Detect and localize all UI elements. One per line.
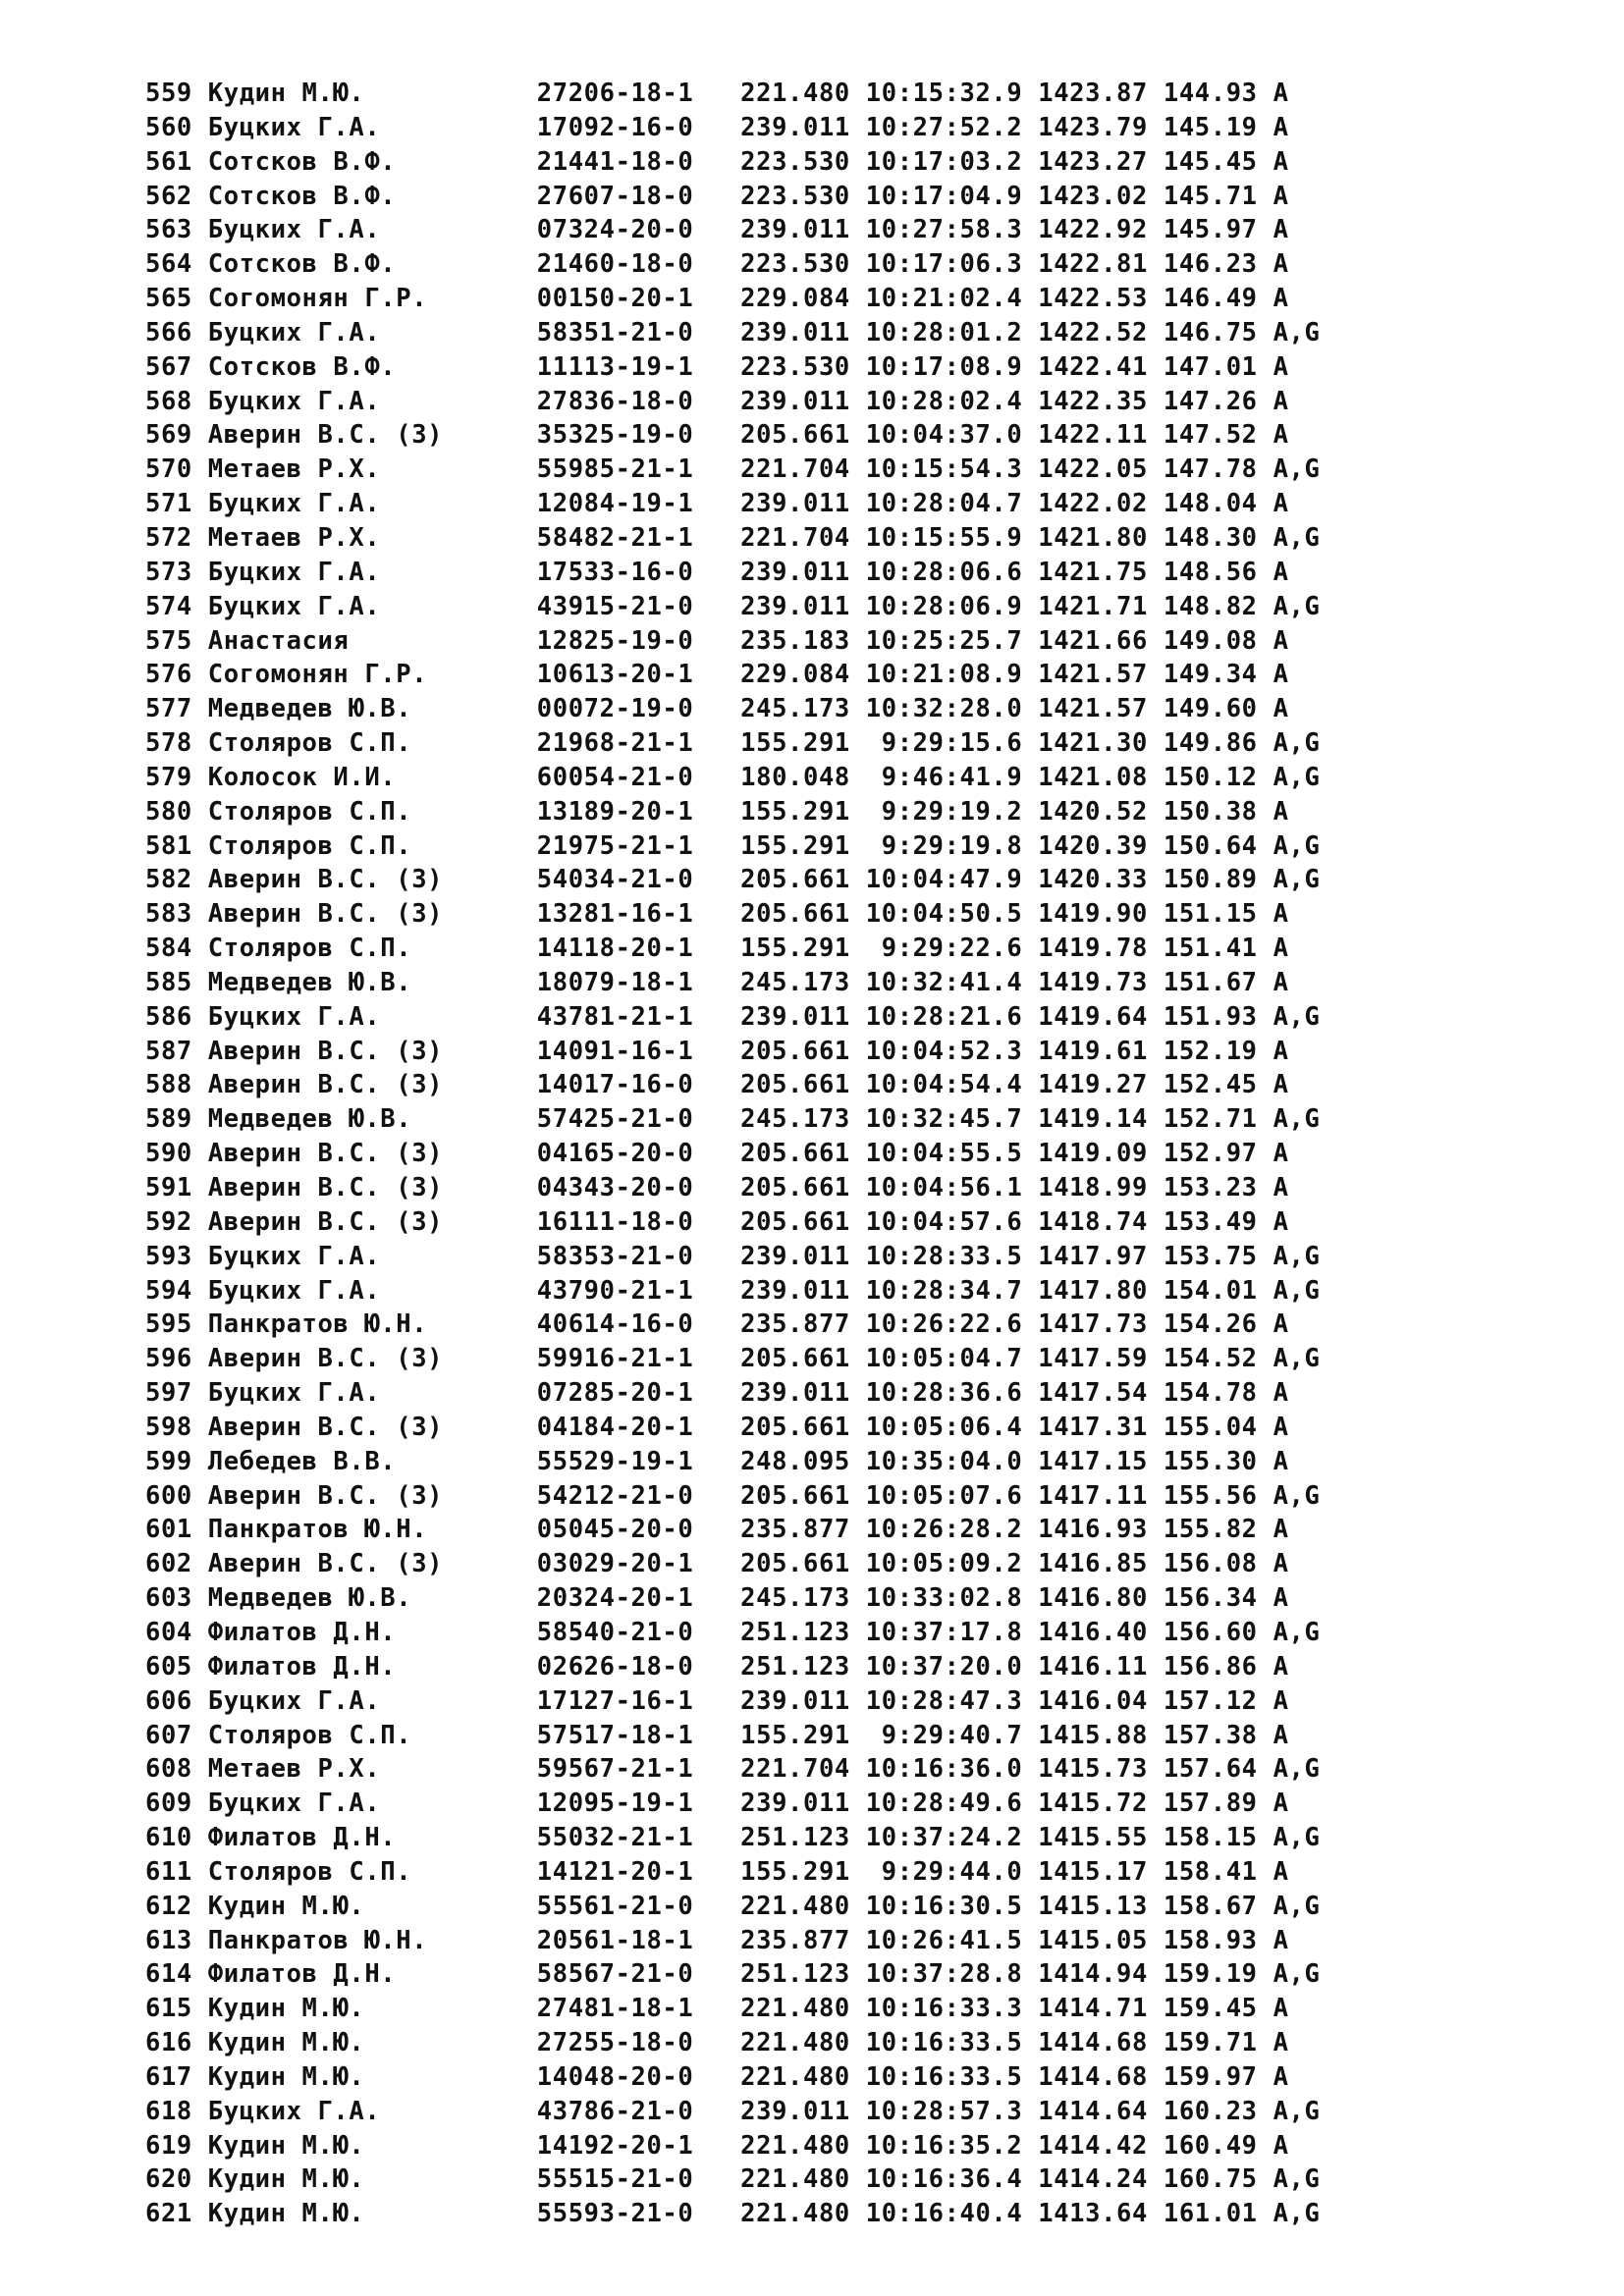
result-row: 598 Аверин В.С. (З) 04184-20-1 205.661 10:05:06.4 1417.31 155.04 A <box>145 1412 1289 1442</box>
result-row: 572 Метаев Р.Х. 58482-21-1 221.704 10:15:55.9 1421.80 148.30 A,G <box>145 522 1321 553</box>
result-row: 617 Кудин М.Ю. 14048-20-0 221.480 10:16:33.5 1414.68 159.97 A <box>145 2061 1289 2092</box>
result-row: 575 Анастасия 12825-19-0 235.183 10:25:25.7 1421.66 149.08 A <box>145 625 1289 656</box>
result-row: 614 Филатов Д.Н. 58567-21-0 251.123 10:37:28.8 1414.94 159.19 A,G <box>145 1959 1321 1990</box>
result-row: 613 Панкратов Ю.Н. 20561-18-1 235.877 10:26:41.5 1415.05 158.93 A <box>145 1925 1289 1955</box>
result-row: 603 Медведев Ю.В. 20324-20-1 245.173 10:33:02.8 1416.80 156.34 A <box>145 1583 1289 1614</box>
result-row: 563 Буцких Г.А. 07324-20-0 239.011 10:27:58.3 1422.92 145.97 A <box>145 215 1289 245</box>
result-row: 589 Медведев Ю.В. 57425-21-0 245.173 10:32:45.7 1419.14 152.71 A,G <box>145 1104 1321 1135</box>
result-row: 569 Аверин В.С. (З) 35325-19-0 205.661 10:04:37.0 1422.11 147.52 A <box>145 420 1289 451</box>
result-row: 577 Медведев Ю.В. 00072-19-0 245.173 10:32:28.0 1421.57 149.60 A <box>145 694 1289 724</box>
result-row: 559 Кудин М.Ю. 27206-18-1 221.480 10:15:32.9 1423.87 144.93 A <box>145 79 1289 108</box>
result-row: 608 Метаев Р.Х. 59567-21-1 221.704 10:16:36.0 1415.73 157.64 A,G <box>145 1754 1321 1785</box>
result-row: 601 Панкратов Ю.Н. 05045-20-0 235.877 10:26:28.2 1416.93 155.82 A <box>145 1515 1289 1545</box>
result-row: 584 Столяров С.П. 14118-20-1 155.291 9:29:22.6 1419.78 151.41 A <box>145 934 1289 964</box>
result-row: 619 Кудин М.Ю. 14192-20-1 221.480 10:16:35.2 1414.42 160.49 A <box>145 2130 1289 2161</box>
result-row: 583 Аверин В.С. (З) 13281-16-1 205.661 10:04:50.5 1419.90 151.15 A <box>145 899 1289 930</box>
result-row: 570 Метаев Р.Х. 55985-21-1 221.704 10:15:54.3 1422.05 147.78 A,G <box>145 454 1321 485</box>
result-row: 561 Сотсков В.Ф. 21441-18-0 223.530 10:17:03.2 1423.27 145.45 A <box>145 146 1289 177</box>
result-row: 579 Колосок И.И. 60054-21-0 180.048 9:46:41.9 1421.08 150.12 A,G <box>145 762 1321 792</box>
result-row: 591 Аверин В.С. (З) 04343-20-0 205.661 10:04:56.1 1418.99 153.23 A <box>145 1173 1289 1202</box>
result-row: 582 Аверин В.С. (З) 54034-21-0 205.661 10:04:47.9 1420.33 150.89 A,G <box>145 865 1321 895</box>
result-row: 585 Медведев Ю.В. 18079-18-1 245.173 10:32:41.4 1419.73 151.67 A <box>145 967 1289 997</box>
result-row: 580 Столяров С.П. 13189-20-1 155.291 9:29:19.2 1420.52 150.38 A <box>145 796 1289 827</box>
results-list <box>145 77 1320 2231</box>
result-row: 604 Филатов Д.Н. 58540-21-0 251.123 10:37:17.8 1416.40 156.60 A,G <box>145 1617 1321 1647</box>
result-row: 564 Сотсков В.Ф. 21460-18-0 223.530 10:17:06.3 1422.81 146.23 A <box>145 249 1289 280</box>
result-row: 562 Сотсков В.Ф. 27607-18-0 223.530 10:17:04.9 1423.02 145.71 A <box>145 181 1289 211</box>
result-row: 618 Буцких Г.А. 43786-21-0 239.011 10:28:57.3 1414.64 160.23 A,G <box>145 2096 1321 2126</box>
result-row: 571 Буцких Г.А. 12084-19-1 239.011 10:28:04.7 1422.02 148.04 A <box>145 489 1289 519</box>
result-row: 565 Согомонян Г.Р. 00150-20-1 229.084 10:21:02.4 1422.53 146.49 A <box>145 284 1289 314</box>
result-row: 616 Кудин М.Ю. 27255-18-0 221.480 10:16:33.5 1414.68 159.71 A <box>145 2028 1289 2058</box>
result-row: 607 Столяров С.П. 57517-18-1 155.291 9:29:40.7 1415.88 157.38 A <box>145 1720 1289 1750</box>
result-row: 573 Буцких Г.А. 17533-16-0 239.011 10:28:06.6 1421.75 148.56 A <box>145 557 1289 587</box>
result-row: 621 Кудин М.Ю. 55593-21-0 221.480 10:16:40.4 1413.64 161.01 A,G <box>145 2199 1321 2229</box>
result-row: 594 Буцких Г.А. 43790-21-1 239.011 10:28:34.7 1417.80 154.01 A,G <box>145 1275 1321 1306</box>
result-row: 596 Аверин В.С. (З) 59916-21-1 205.661 10:05:04.7 1417.59 154.52 A,G <box>145 1344 1321 1374</box>
result-row: 605 Филатов Д.Н. 02626-18-0 251.123 10:37:20.0 1416.11 156.86 A <box>145 1651 1289 1682</box>
result-row: 611 Столяров С.П. 14121-20-1 155.291 9:29:44.0 1415.17 158.41 A <box>145 1856 1289 1887</box>
result-row: 592 Аверин В.С. (З) 16111-18-0 205.661 10:04:57.6 1418.74 153.49 A <box>145 1206 1289 1237</box>
result-row: 606 Буцких Г.А. 17127-16-1 239.011 10:28:47.3 1416.04 157.12 A <box>145 1685 1289 1716</box>
result-row: 610 Филатов Д.Н. 55032-21-1 251.123 10:37:24.2 1415.55 158.15 A,G <box>145 1823 1321 1853</box>
result-row: 576 Согомонян Г.Р. 10613-20-1 229.084 10:21:08.9 1421.57 149.34 A <box>145 660 1289 690</box>
result-row: 595 Панкратов Ю.Н. 40614-16-0 235.877 10:26:22.6 1417.73 154.26 A <box>145 1309 1289 1340</box>
result-row: 566 Буцких Г.А. 58351-21-0 239.011 10:28:01.2 1422.52 146.75 A,G <box>145 317 1321 347</box>
result-row: 574 Буцких Г.А. 43915-21-0 239.011 10:28:06.9 1421.71 148.82 A,G <box>145 591 1321 621</box>
result-row: 600 Аверин В.С. (З) 54212-21-0 205.661 10:05:07.6 1417.11 155.56 A,G <box>145 1480 1321 1511</box>
result-row: 568 Буцких Г.А. 27836-18-0 239.011 10:28:02.4 1422.35 147.26 A <box>145 386 1289 416</box>
result-row: 612 Кудин М.Ю. 55561-21-0 221.480 10:16:30.5 1415.13 158.67 A,G <box>145 1891 1321 1921</box>
result-row: 620 Кудин М.Ю. 55515-21-0 221.480 10:16:36.4 1414.24 160.75 A,G <box>145 2164 1321 2195</box>
result-row: 581 Столяров С.П. 21975-21-1 155.291 9:29:19.8 1420.39 150.64 A,G <box>145 830 1321 861</box>
result-row: 597 Буцких Г.А. 07285-20-1 239.011 10:28:36.6 1417.54 154.78 A <box>145 1378 1289 1409</box>
result-row: 567 Сотсков В.Ф. 11113-19-1 223.530 10:17:08.9 1422.41 147.01 A <box>145 351 1289 382</box>
result-row: 609 Буцких Г.А. 12095-19-1 239.011 10:28:49.6 1415.72 157.89 A <box>145 1789 1289 1819</box>
result-row: 587 Аверин В.С. (З) 14091-16-1 205.661 10:04:52.3 1419.61 152.19 A <box>145 1036 1289 1066</box>
result-row: 615 Кудин М.Ю. 27481-18-1 221.480 10:16:33.3 1414.71 159.45 A <box>145 1994 1289 2024</box>
result-row: 590 Аверин В.С. (З) 04165-20-0 205.661 10:04:55.5 1419.09 152.97 A <box>145 1139 1289 1169</box>
result-row: 588 Аверин В.С. (З) 14017-16-0 205.661 10:04:54.4 1419.27 152.45 A <box>145 1070 1289 1100</box>
result-row: 586 Буцких Г.А. 43781-21-1 239.011 10:28:21.6 1419.64 151.93 A,G <box>145 1001 1321 1032</box>
result-row: 578 Столяров С.П. 21968-21-1 155.291 9:29:15.6 1421.30 149.86 A,G <box>145 728 1321 759</box>
result-row: 599 Лебедев В.В. 55529-19-1 248.095 10:35:04.0 1417.15 155.30 A <box>145 1446 1289 1476</box>
result-row: 593 Буцких Г.А. 58353-21-0 239.011 10:28:33.5 1417.97 153.75 A,G <box>145 1241 1321 1271</box>
result-row: 560 Буцких Г.А. 17092-16-0 239.011 10:27:52.2 1423.79 145.19 A <box>145 112 1289 142</box>
result-row: 602 Аверин В.С. (З) 03029-20-1 205.661 10:05:09.2 1416.85 156.08 A <box>145 1549 1289 1579</box>
